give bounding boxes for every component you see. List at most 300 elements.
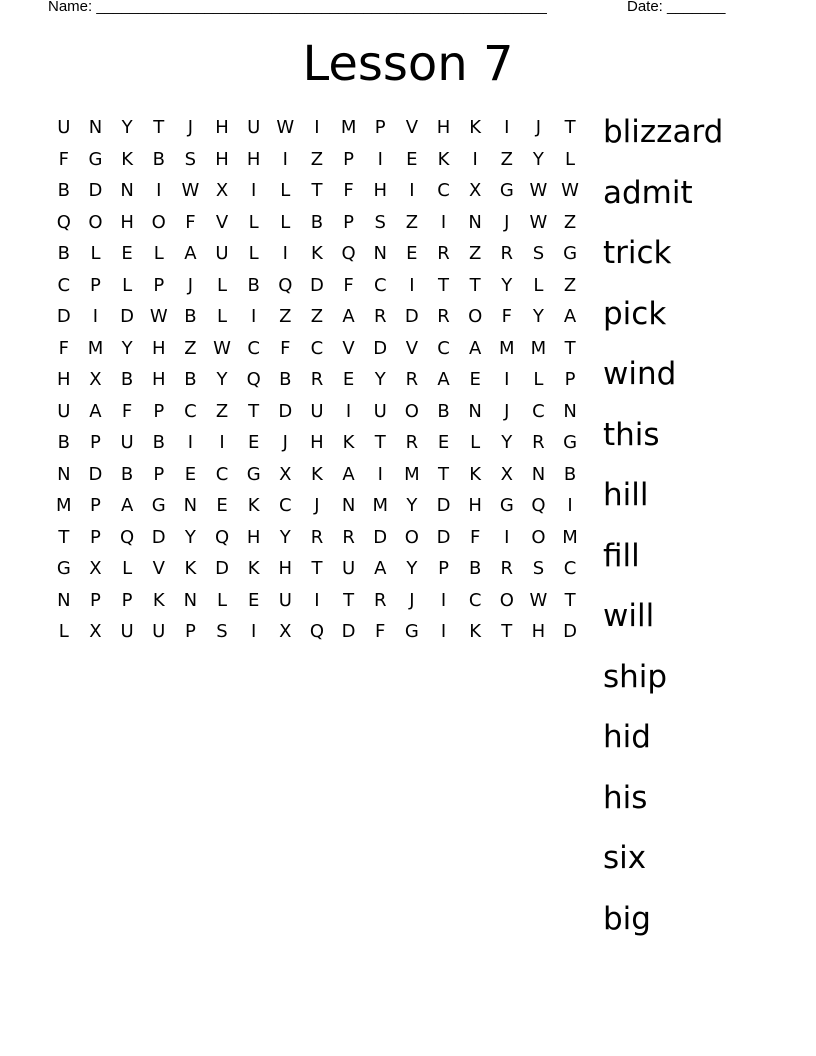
grid-letter: Z: [563, 274, 577, 296]
grid-letter: J: [504, 400, 510, 422]
grid-letter: D: [278, 400, 293, 422]
grid-letter: H: [310, 432, 324, 453]
grid-letter: I: [314, 589, 320, 611]
grid-letter: B: [152, 148, 165, 170]
grid-letter: K: [311, 463, 323, 485]
grid-letter: M: [340, 117, 357, 138]
grid-letter: V: [342, 337, 355, 359]
grid-letter: F: [343, 180, 354, 201]
grid-letter: Y: [374, 369, 386, 390]
grid-letter: B: [57, 243, 70, 264]
grid-letter: Q: [120, 526, 135, 548]
grid-letter: D: [310, 274, 324, 296]
grid-letter: T: [311, 558, 323, 579]
grid-letter: B: [184, 306, 197, 327]
grid-letter: U: [120, 621, 134, 642]
grid-letter: S: [184, 148, 197, 170]
grid-letter: L: [470, 432, 481, 453]
grid-letter: D: [436, 495, 451, 516]
grid-row: [48, 490, 586, 522]
grid-letter: L: [122, 558, 133, 579]
grid-letter: D: [373, 526, 388, 548]
grid-letter: G: [563, 243, 578, 264]
grid-letter: T: [311, 180, 323, 201]
grid-letter: A: [120, 495, 134, 516]
grid-letter: E: [216, 495, 228, 516]
grid-letter: L: [217, 274, 228, 296]
grid-letter: B: [57, 180, 70, 201]
grid-letter: P: [121, 589, 133, 611]
grid-letter: N: [341, 495, 356, 516]
grid-letter: T: [153, 117, 165, 138]
grid-letter: M: [404, 463, 420, 485]
word-list-item: admit: [603, 174, 693, 211]
grid-letter: J: [187, 274, 194, 296]
grid-letter: C: [279, 495, 292, 516]
word-list-item: six: [603, 840, 647, 876]
grid-letter: Y: [121, 117, 133, 138]
grid-letter: H: [436, 117, 451, 138]
grid-letter: T: [58, 526, 70, 548]
grid-letter: T: [438, 463, 449, 485]
grid-letter: C: [310, 337, 324, 359]
grid-letter: B: [57, 432, 70, 453]
grid-letter: S: [374, 211, 386, 233]
grid-letter: U: [57, 117, 71, 138]
grid-letter: N: [183, 589, 198, 611]
grid-letter: D: [341, 621, 356, 642]
grid-row: [48, 333, 586, 365]
grid-row: [48, 270, 586, 302]
grid-letter: T: [564, 117, 576, 138]
grid-letter: X: [215, 180, 229, 201]
grid-letter: I: [251, 306, 257, 327]
grid-row: [48, 301, 586, 333]
grid-row: [48, 553, 586, 585]
grid-letter: H: [531, 621, 546, 642]
grid-letter: I: [440, 211, 447, 233]
word-list-item: fill: [603, 537, 640, 574]
grid-letter: R: [532, 432, 545, 453]
grid-letter: W: [149, 306, 168, 327]
grid-letter: R: [373, 306, 387, 327]
grid-letter: H: [151, 337, 166, 359]
grid-letter: M: [372, 495, 388, 516]
grid-letter: D: [151, 526, 166, 548]
grid-letter: K: [342, 432, 355, 453]
word-list-item: hid: [603, 719, 651, 755]
grid-letter: H: [57, 369, 71, 390]
grid-letter: I: [187, 432, 194, 453]
grid-letter: I: [409, 180, 415, 201]
grid-letter: H: [151, 369, 166, 390]
grid-letter: X: [279, 463, 292, 485]
grid-letter: I: [219, 432, 225, 453]
grid-letter: B: [310, 211, 324, 233]
grid-letter: G: [499, 495, 514, 516]
grid-letter: U: [310, 400, 324, 422]
grid-row: [48, 175, 586, 207]
grid-letter: V: [215, 211, 229, 233]
grid-letter: Y: [216, 369, 228, 390]
grid-letter: O: [151, 211, 166, 233]
grid-letter: M: [499, 337, 515, 359]
grid-letter: I: [504, 117, 510, 138]
grid-letter: E: [247, 432, 260, 453]
grid-letter: N: [468, 211, 482, 233]
grid-letter: L: [217, 589, 228, 611]
grid-letter: Q: [278, 274, 293, 296]
grid-letter: F: [501, 306, 512, 327]
grid-letter: H: [215, 148, 229, 170]
grid-letter: Q: [341, 243, 356, 264]
grid-letter: E: [437, 432, 450, 453]
grid-letter: P: [153, 463, 165, 485]
date-line: Date: _______: [627, 0, 726, 15]
grid-letter: E: [121, 243, 133, 264]
grid-letter: U: [152, 621, 166, 642]
grid-letter: K: [437, 148, 450, 170]
grid-letter: P: [90, 495, 101, 516]
grid-letter: B: [184, 369, 197, 390]
grid-letter: H: [373, 180, 387, 201]
word-list-item: pick: [603, 295, 667, 332]
grid-letter: P: [343, 211, 355, 233]
grid-letter: J: [314, 495, 320, 516]
grid-letter: J: [409, 589, 415, 611]
grid-letter: K: [311, 243, 323, 264]
word-list-item: ship: [603, 658, 668, 695]
grid-letter: T: [501, 621, 513, 642]
grid-letter: R: [500, 558, 514, 579]
word-list-item: blizzard: [603, 114, 724, 150]
grid-letter: F: [58, 148, 69, 170]
name-line: Name: ______________________________________________________: [48, 0, 547, 15]
grid-letter: U: [120, 432, 134, 453]
grid-letter: I: [92, 306, 99, 327]
grid-letter: F: [280, 337, 291, 359]
grid-letter: Y: [279, 526, 291, 548]
grid-letter: K: [469, 463, 482, 485]
grid-letter: I: [251, 621, 257, 642]
grid-letter: R: [405, 369, 419, 390]
grid-letter: N: [531, 463, 546, 485]
grid-letter: Y: [501, 432, 513, 453]
grid-letter: Z: [563, 211, 577, 233]
page-title: Lesson 7: [302, 36, 514, 92]
grid-letter: E: [184, 463, 197, 485]
grid-letter: B: [120, 369, 134, 390]
grid-letter: P: [90, 526, 101, 548]
grid-letter: C: [468, 589, 482, 611]
grid-row: [48, 144, 586, 176]
grid-letter: L: [280, 180, 291, 201]
grid-letter: C: [247, 337, 260, 359]
grid-letter: T: [343, 589, 355, 611]
grid-letter: C: [563, 558, 577, 579]
grid-letter: H: [120, 211, 134, 233]
grid-letter: U: [215, 243, 229, 264]
grid-letter: P: [374, 117, 386, 138]
grid-letter: G: [404, 621, 419, 642]
grid-letter: F: [185, 211, 196, 233]
grid-letter: E: [342, 369, 355, 390]
grid-letter: P: [438, 558, 449, 579]
grid-letter: X: [89, 621, 102, 642]
grid-letter: O: [404, 526, 419, 548]
grid-letter: J: [504, 211, 510, 233]
grid-letter: G: [563, 432, 578, 453]
grid-letter: F: [375, 621, 386, 642]
grid-letter: A: [374, 558, 387, 579]
grid-letter: U: [341, 558, 356, 579]
word-list-item: his: [603, 779, 648, 816]
grid-letter: S: [216, 621, 228, 642]
grid-letter: R: [310, 526, 324, 548]
grid-letter: I: [377, 463, 383, 485]
grid-letter: M: [87, 337, 104, 359]
grid-letter: F: [343, 274, 354, 296]
grid-letter: A: [342, 463, 355, 485]
grid-letter: B: [152, 432, 165, 453]
grid-letter: K: [469, 621, 482, 642]
grid-letter: F: [121, 400, 133, 422]
grid-letter: S: [532, 243, 545, 264]
grid-letter: C: [57, 274, 71, 296]
grid-letter: P: [564, 369, 576, 390]
grid-letter: Q: [246, 369, 261, 390]
grid-letter: D: [88, 463, 103, 485]
grid-letter: R: [310, 369, 324, 390]
grid-letter: U: [373, 400, 387, 422]
grid-row: [48, 207, 586, 239]
grid-letter: P: [153, 400, 165, 422]
grid-letter: H: [278, 558, 293, 579]
grid-letter: C: [373, 274, 387, 296]
grid-letter: I: [282, 243, 288, 264]
grid-letter: W: [529, 211, 548, 233]
grid-letter: N: [120, 180, 134, 201]
grid-letter: K: [121, 148, 133, 170]
grid-letter: A: [89, 400, 102, 422]
grid-row: [48, 396, 586, 428]
grid-letter: O: [88, 211, 103, 233]
grid-letter: X: [89, 369, 102, 390]
grid-letter: L: [280, 211, 291, 233]
grid-letter: L: [217, 306, 228, 327]
grid-letter: A: [437, 369, 450, 390]
grid-letter: C: [215, 463, 229, 485]
grid-letter: G: [151, 495, 166, 516]
grid-letter: N: [57, 589, 71, 611]
grid-letter: E: [469, 369, 481, 390]
grid-letter: P: [90, 274, 101, 296]
grid-letter: X: [89, 558, 102, 579]
grid-letter: H: [215, 117, 229, 138]
grid-letter: F: [58, 337, 69, 359]
grid-letter: N: [468, 400, 482, 422]
word-list-item: trick: [603, 235, 672, 271]
grid-letter: W: [529, 180, 548, 201]
grid-letter: Z: [279, 306, 292, 327]
grid-letter: A: [184, 243, 197, 264]
word-list-item: will: [603, 598, 655, 634]
grid-letter: F: [469, 526, 481, 548]
word-list-item: big: [603, 900, 651, 937]
grid-letter: Y: [532, 306, 544, 327]
grid-letter: P: [343, 148, 355, 170]
grid-letter: Z: [500, 148, 513, 170]
grid-letter: U: [278, 589, 292, 611]
grid-letter: Z: [310, 148, 324, 170]
grid-letter: Q: [309, 621, 325, 642]
grid-letter: Z: [405, 211, 419, 233]
grid-letter: V: [405, 117, 419, 138]
grid-letter: L: [248, 243, 259, 264]
grid-letter: N: [88, 117, 103, 138]
grid-letter: Q: [531, 495, 546, 516]
grid-letter: I: [377, 148, 383, 170]
word-list-item: this: [603, 416, 660, 453]
grid-letter: U: [57, 400, 71, 422]
grid-letter: C: [532, 400, 545, 422]
grid-letter: L: [533, 369, 544, 390]
grid-letter: E: [247, 589, 260, 611]
grid-letter: I: [345, 400, 352, 422]
grid-letter: P: [153, 274, 165, 296]
grid-letter: Y: [501, 274, 513, 296]
grid-letter: B: [468, 558, 482, 579]
grid-letter: E: [406, 148, 418, 170]
grid-letter: D: [215, 558, 229, 579]
grid-letter: X: [279, 621, 292, 642]
grid-letter: H: [246, 148, 261, 170]
grid-letter: G: [246, 463, 261, 485]
grid-letter: O: [531, 526, 546, 548]
grid-letter: A: [342, 306, 355, 327]
grid-letter: D: [563, 621, 577, 642]
grid-row: [48, 459, 586, 491]
grid-letter: T: [469, 274, 481, 296]
grid-letter: H: [468, 495, 482, 516]
grid-letter: L: [153, 243, 164, 264]
grid-letter: Q: [214, 526, 230, 548]
grid-letter: K: [184, 558, 197, 579]
grid-letter: N: [183, 495, 198, 516]
grid-letter: P: [90, 589, 101, 611]
grid-letter: L: [565, 148, 576, 170]
word-search-grid: [48, 112, 586, 648]
grid-letter: L: [533, 274, 544, 296]
grid-letter: R: [500, 243, 514, 264]
grid-letter: T: [564, 337, 576, 359]
grid-letter: Y: [184, 526, 196, 548]
grid-letter: B: [279, 369, 292, 390]
grid-letter: J: [535, 117, 542, 138]
grid-row: [48, 585, 586, 617]
grid-letter: A: [563, 306, 577, 327]
grid-letter: I: [567, 495, 573, 516]
grid-letter: D: [373, 337, 388, 359]
grid-letter: L: [248, 211, 259, 233]
grid-row: [48, 616, 586, 648]
grid-letter: I: [472, 148, 478, 170]
grid-letter: Z: [215, 400, 229, 422]
grid-letter: N: [373, 243, 387, 264]
grid-letter: N: [563, 400, 577, 422]
grid-row: [48, 427, 586, 459]
grid-letter: S: [532, 558, 545, 579]
grid-letter: D: [56, 306, 71, 327]
grid-letter: D: [436, 526, 451, 548]
grid-letter: T: [438, 274, 449, 296]
grid-letter: T: [564, 589, 576, 611]
grid-letter: P: [184, 621, 196, 642]
grid-letter: Z: [468, 243, 482, 264]
grid-letter: B: [120, 463, 134, 485]
grid-letter: I: [504, 369, 510, 390]
grid-letter: B: [247, 274, 260, 296]
grid-letter: D: [404, 306, 419, 327]
grid-letter: Y: [121, 337, 133, 359]
grid-letter: V: [405, 337, 419, 359]
grid-letter: G: [88, 148, 103, 170]
grid-letter: W: [213, 337, 231, 359]
word-list-item: hill: [603, 477, 649, 513]
grid-letter: O: [404, 400, 419, 422]
grid-letter: I: [314, 117, 320, 138]
grid-letter: W: [529, 589, 548, 611]
grid-letter: O: [468, 306, 483, 327]
grid-letter: C: [184, 400, 197, 422]
grid-row: [48, 364, 586, 396]
grid-letter: I: [282, 148, 288, 170]
grid-letter: M: [530, 337, 547, 359]
grid-letter: R: [437, 306, 450, 327]
grid-letter: Z: [310, 306, 324, 327]
grid-letter: I: [251, 180, 257, 201]
grid-letter: L: [58, 621, 69, 642]
grid-letter: A: [468, 337, 482, 359]
grid-letter: I: [156, 180, 162, 201]
grid-letter: I: [440, 589, 447, 611]
grid-letter: I: [440, 621, 447, 642]
grid-letter: Y: [532, 148, 544, 170]
grid-letter: Z: [184, 337, 197, 359]
grid-letter: D: [120, 306, 135, 327]
grid-letter: M: [562, 526, 578, 548]
grid-letter: X: [468, 180, 482, 201]
grid-letter: I: [409, 274, 415, 296]
grid-letter: L: [90, 243, 101, 264]
grid-letter: B: [563, 463, 577, 485]
grid-letter: R: [437, 243, 450, 264]
grid-row: [48, 238, 586, 270]
grid-letter: R: [342, 526, 355, 548]
grid-row: [48, 522, 586, 554]
grid-letter: T: [248, 400, 260, 422]
grid-letter: J: [282, 432, 288, 453]
grid-letter: V: [152, 558, 165, 579]
grid-letter: L: [122, 274, 133, 296]
grid-letter: H: [246, 526, 261, 548]
grid-letter: P: [90, 432, 101, 453]
grid-letter: T: [374, 432, 386, 453]
grid-letter: W: [181, 180, 200, 201]
grid-letter: W: [561, 180, 579, 201]
grid-letter: E: [406, 243, 418, 264]
grid-letter: K: [247, 495, 260, 516]
